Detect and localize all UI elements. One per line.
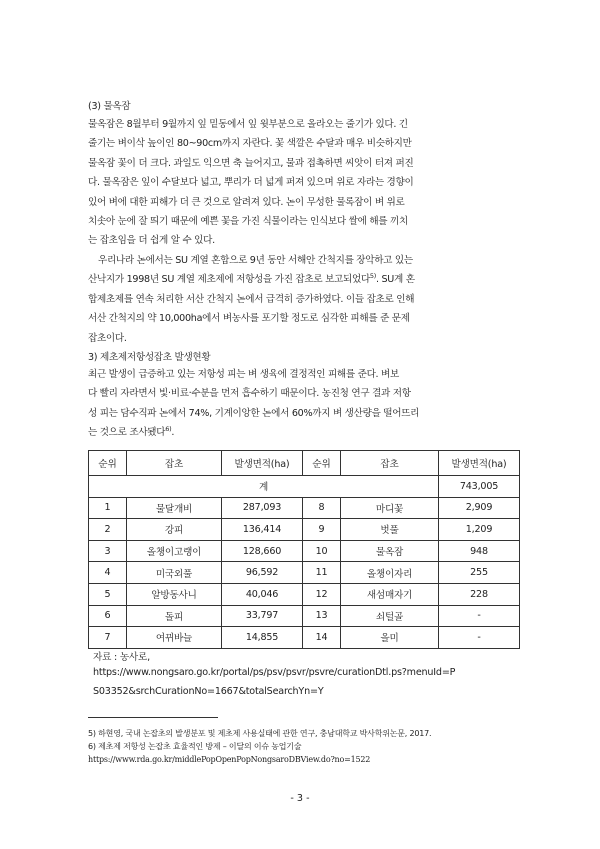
table-cell: 12 — [303, 583, 341, 605]
table-cell: 돌피 — [127, 605, 222, 627]
table-cell: - — [439, 605, 520, 627]
table-cell: 알방동사니 — [127, 583, 222, 605]
table-cell: 물옥잠 — [341, 540, 439, 562]
table-cell: 287,093 — [222, 497, 303, 519]
text-line: 성 피는 담수직파 논에서 74%, 기계이앙한 논에서 60%까지 벼 생산량을 떨어뜨리 — [88, 407, 420, 419]
table-cell: 9 — [303, 519, 341, 541]
table-cell: - — [439, 627, 520, 649]
header-cell: 잡초 — [127, 451, 222, 476]
footnote-6: 6) 제초제 저항성 논잡초 효율적인 방제 – 이달의 이슈 농업기술 — [88, 742, 302, 751]
text-line: 우리나라 논에서는 SU 계열 혼합으로 9년 동안 서해안 간척지를 장악하고 있는 — [98, 255, 413, 266]
header-cell: 발생면적(ha) — [222, 451, 303, 476]
table-cell: 11 — [303, 562, 341, 584]
paragraph-water-hyacinth — [88, 115, 520, 251]
text-segment: 는 것으로 조사됐다 — [88, 427, 166, 439]
table-cell: 255 — [439, 562, 520, 584]
header-cell: 순위 — [303, 451, 341, 476]
table-cell: 물달개비 — [127, 497, 222, 519]
table-cell: 228 — [439, 583, 520, 605]
table-row — [89, 497, 520, 519]
text-line — [88, 423, 520, 442]
text-line: 물옥잠은 8월부터 9월까지 잎 밑동에서 잎 윗부분으로 올라오는 줄기가 있다. 긴 — [88, 119, 408, 130]
table-cell: 5 — [89, 583, 127, 605]
paragraph-su-resistance — [88, 251, 520, 348]
source-url-line-1[interactable]: https://www.nongsaro.go.kr/portal/ps/psv/psvr/psvre/curationDtl.ps?menuId=P — [93, 667, 456, 678]
footnote-6-url[interactable]: https://www.rda.go.kr/middlePopOpenPopNongsaroDBView.do?no=1522 — [88, 755, 371, 764]
text-line: 물옥잠 꽃이 더 크다. 과일도 익으면 축 늘어지고, 물과 접촉하면 씨앗이 터져 퍼진 — [88, 157, 414, 169]
table-cell: 10 — [303, 540, 341, 562]
table-cell: 1 — [89, 497, 127, 519]
table-cell: 40,046 — [222, 583, 303, 605]
table-cell: 136,414 — [222, 519, 303, 541]
table-row — [89, 627, 520, 649]
table-cell: 6 — [89, 605, 127, 627]
table-cell: 4 — [89, 562, 127, 584]
text-line: 치솟아 눈에 잘 띄기 때문에 예쁜 꽃을 가진 식물이라는 인식보다 쌀에 해를 끼치 — [88, 216, 408, 228]
source-url-line-2[interactable]: S03352&srchCurationNo=1667&totalSearchYn=Y — [93, 686, 324, 697]
table-cell: 강피 — [127, 519, 222, 541]
paragraph-resistant-weeds — [88, 365, 520, 443]
section-heading-water-hyacinth: (3) 물옥잠 — [88, 101, 131, 112]
table-cell: 새섬매자기 — [341, 583, 439, 605]
header-cell: 순위 — [89, 451, 127, 476]
text-line: 최근 발생이 급증하고 있는 저항성 피는 벼 생육에 결정적인 피해를 준다. 벼보 — [88, 369, 399, 380]
table-cell: 3 — [89, 540, 127, 562]
text-segment: . SU계 혼 — [376, 274, 415, 286]
table-cell: 올미 — [341, 627, 439, 649]
footnote-divider — [88, 717, 218, 718]
total-value-cell: 743,005 — [439, 476, 520, 498]
table-cell: 벗풀 — [341, 519, 439, 541]
page-number: - 3 - — [290, 793, 310, 804]
source-label: 자료 : 농사로, — [93, 652, 150, 663]
table-total-row — [89, 476, 520, 498]
text-line — [88, 270, 520, 289]
footnote-5: 5) 하현영, 국내 논잡초의 발생분포 및 제초제 사용실태에 관한 연구, 충남대학교 박사학위논문, 2017. — [88, 729, 432, 738]
table-cell: 8 — [303, 497, 341, 519]
weed-occurrence-table — [88, 450, 520, 649]
footnote-ref-6[interactable]: 6) — [165, 425, 172, 434]
table-row — [89, 540, 520, 562]
text-line: 합제초제를 연속 처리한 서산 간척지 논에서 급격히 증가하였다. 이들 잡초로 인해 — [88, 293, 415, 305]
header-cell: 잡초 — [341, 451, 439, 476]
table-cell: 128,660 — [222, 540, 303, 562]
text-line: 줄기는 벼이삭 높이인 80~90cm까지 자란다. 꽃 색깔은 수달과 매우 비슷하지만 — [88, 138, 412, 150]
footnote-ref-5[interactable]: 5) — [369, 272, 376, 281]
text-line: 있어 벼에 대한 피해가 더 큰 것으로 알려져 있다. 논이 무성한 물록잠이 벼 위로 — [88, 196, 405, 208]
table-row — [89, 519, 520, 541]
total-label-cell: 계 — [89, 476, 439, 498]
table-header-row — [89, 451, 520, 476]
text-line: 서산 간척지의 약 10,000ha에서 벼농사를 포기할 정도로 심각한 피해를 준 문제 — [88, 313, 410, 325]
table-cell: 33,797 — [222, 605, 303, 627]
text-segment: 산낙지가 1998년 SU 계열 제초제에 저항성을 가진 잡초로 보고되었다 — [88, 274, 370, 286]
table-cell: 96,592 — [222, 562, 303, 584]
table-cell: 7 — [89, 627, 127, 649]
table-cell: 948 — [439, 540, 520, 562]
header-cell: 발생면적(ha) — [439, 451, 520, 476]
table-cell: 쇠털골 — [341, 605, 439, 627]
table-cell: 올챙이자리 — [341, 562, 439, 584]
table-cell: 14 — [303, 627, 341, 649]
section-heading-resistant-weeds: 3) 제초제저항성잡초 발생현황 — [88, 352, 211, 363]
table-row — [89, 605, 520, 627]
table-cell: 미국외풀 — [127, 562, 222, 584]
table-cell: 여뀌바늘 — [127, 627, 222, 649]
text-line: 잡초이다. — [88, 332, 127, 344]
table-cell: 13 — [303, 605, 341, 627]
table-cell: 1,209 — [439, 519, 520, 541]
table-cell: 2,909 — [439, 497, 520, 519]
table-cell: 마디꽃 — [341, 497, 439, 519]
table-cell: 14,855 — [222, 627, 303, 649]
text-line: 다. 물옥잠은 잎이 수달보다 넓고, 뿌리가 더 넓게 퍼져 있으며 위로 자라는 경향이 — [88, 177, 414, 189]
table-row — [89, 562, 520, 584]
table-cell: 올챙이고랭이 — [127, 540, 222, 562]
table-row — [89, 583, 520, 605]
text-line: 다 빨리 자라면서 빛·비료·수분을 먼저 흡수하기 때문이다. 농진청 연구 결과 저항 — [88, 388, 411, 400]
text-segment: . — [171, 427, 175, 439]
table-cell: 2 — [89, 519, 127, 541]
text-line: 는 잡초임을 더 쉽게 알 수 있다. — [88, 235, 215, 247]
